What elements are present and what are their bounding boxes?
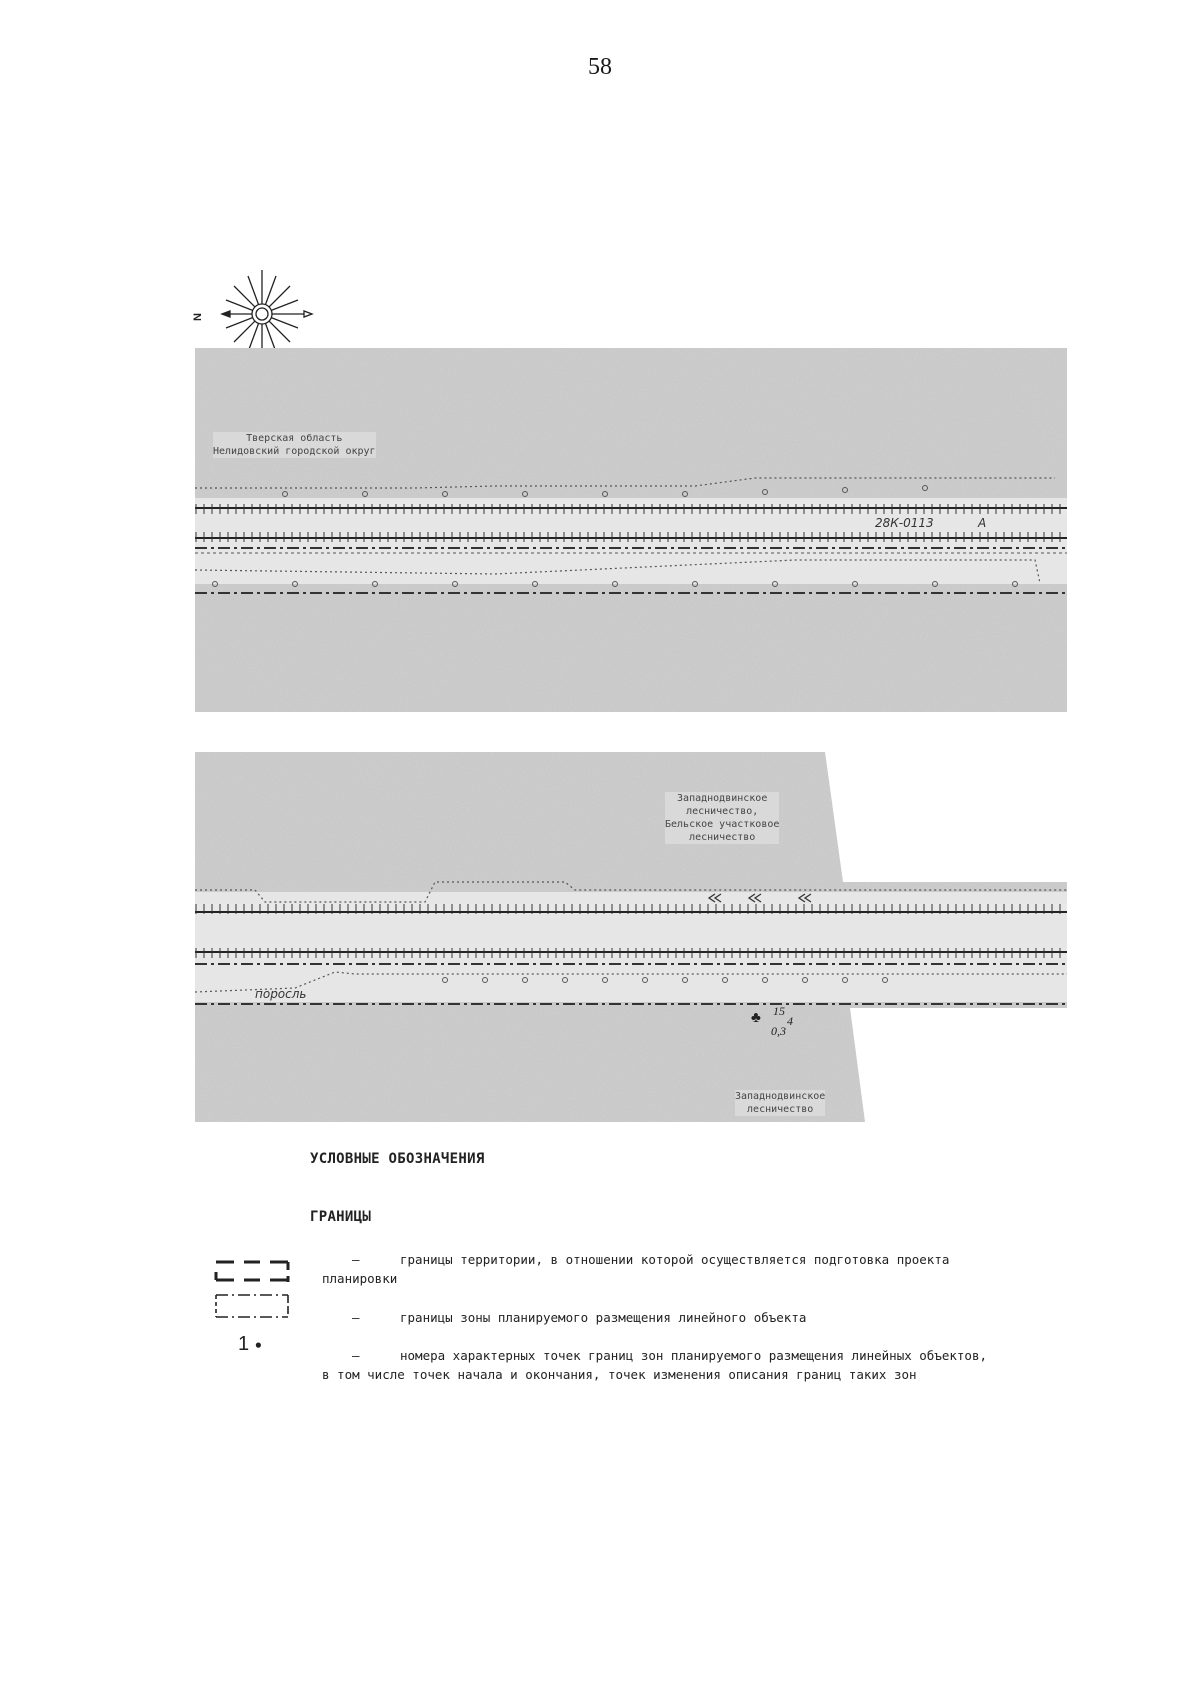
point-number-icon: 1 ● bbox=[238, 1333, 262, 1355]
legend-item-zone-boundary bbox=[322, 1308, 972, 1327]
compass-north-letter: N bbox=[192, 313, 204, 321]
point-number-symbol: 1 bbox=[238, 1333, 250, 1355]
map-fragment-top bbox=[195, 348, 1067, 712]
zone-boundary-icon bbox=[214, 1292, 290, 1320]
map-fragment-bottom bbox=[195, 752, 1067, 1122]
legend-title: УСЛОВНЫЕ ОБОЗНАЧЕНИЯ bbox=[310, 1151, 485, 1167]
tree-icon: ♣ bbox=[751, 1010, 761, 1026]
forest-stand-value-a: 4 bbox=[787, 1014, 793, 1028]
legend-section-title: ГРАНИЦЫ bbox=[310, 1209, 372, 1225]
forest-stand-value-b: 0,3 bbox=[771, 1024, 786, 1038]
legend-dash: – bbox=[352, 1252, 360, 1267]
forest-stand-number: 15 bbox=[773, 1004, 785, 1018]
forest-stand-marker bbox=[751, 1004, 793, 1038]
page-number: 58 bbox=[588, 54, 612, 80]
legend-item-planning-text1: границы территории, в отношении которой осуществляется подготовка проекта bbox=[400, 1252, 950, 1267]
region-label: Тверская область Нелидовский городской округ bbox=[213, 433, 376, 457]
compass-rose-icon bbox=[190, 262, 330, 362]
forestry-label-bottom: Западнодвинское лесничество bbox=[735, 1091, 826, 1115]
legend-item-planning-boundary bbox=[322, 1250, 972, 1288]
legend-item-planning-text2: планировки bbox=[322, 1271, 398, 1286]
planning-boundary-icon bbox=[214, 1258, 290, 1286]
legend-dash: – bbox=[352, 1310, 360, 1325]
vegetation-label: поросль bbox=[255, 987, 307, 1001]
legend-item-zone-text: границы зоны планируемого размещения линейного объекта bbox=[400, 1310, 807, 1325]
legend-dash: – bbox=[352, 1348, 360, 1363]
forestry-label-top: Западнодвинское лесничество, Бельское участковое лесничество bbox=[665, 793, 780, 843]
road-letter-label: А bbox=[978, 516, 987, 530]
road-code-label: 28К-0113 bbox=[875, 516, 934, 530]
legend-item-points-text1: номера характерных точек границ зон планируемого размещения линейных объектов, bbox=[400, 1348, 987, 1363]
legend-item-point-numbers bbox=[322, 1346, 1002, 1384]
legend-item-points-text2: в том числе точек начала и окончания, точек изменения описания границ таких зон bbox=[322, 1367, 917, 1382]
